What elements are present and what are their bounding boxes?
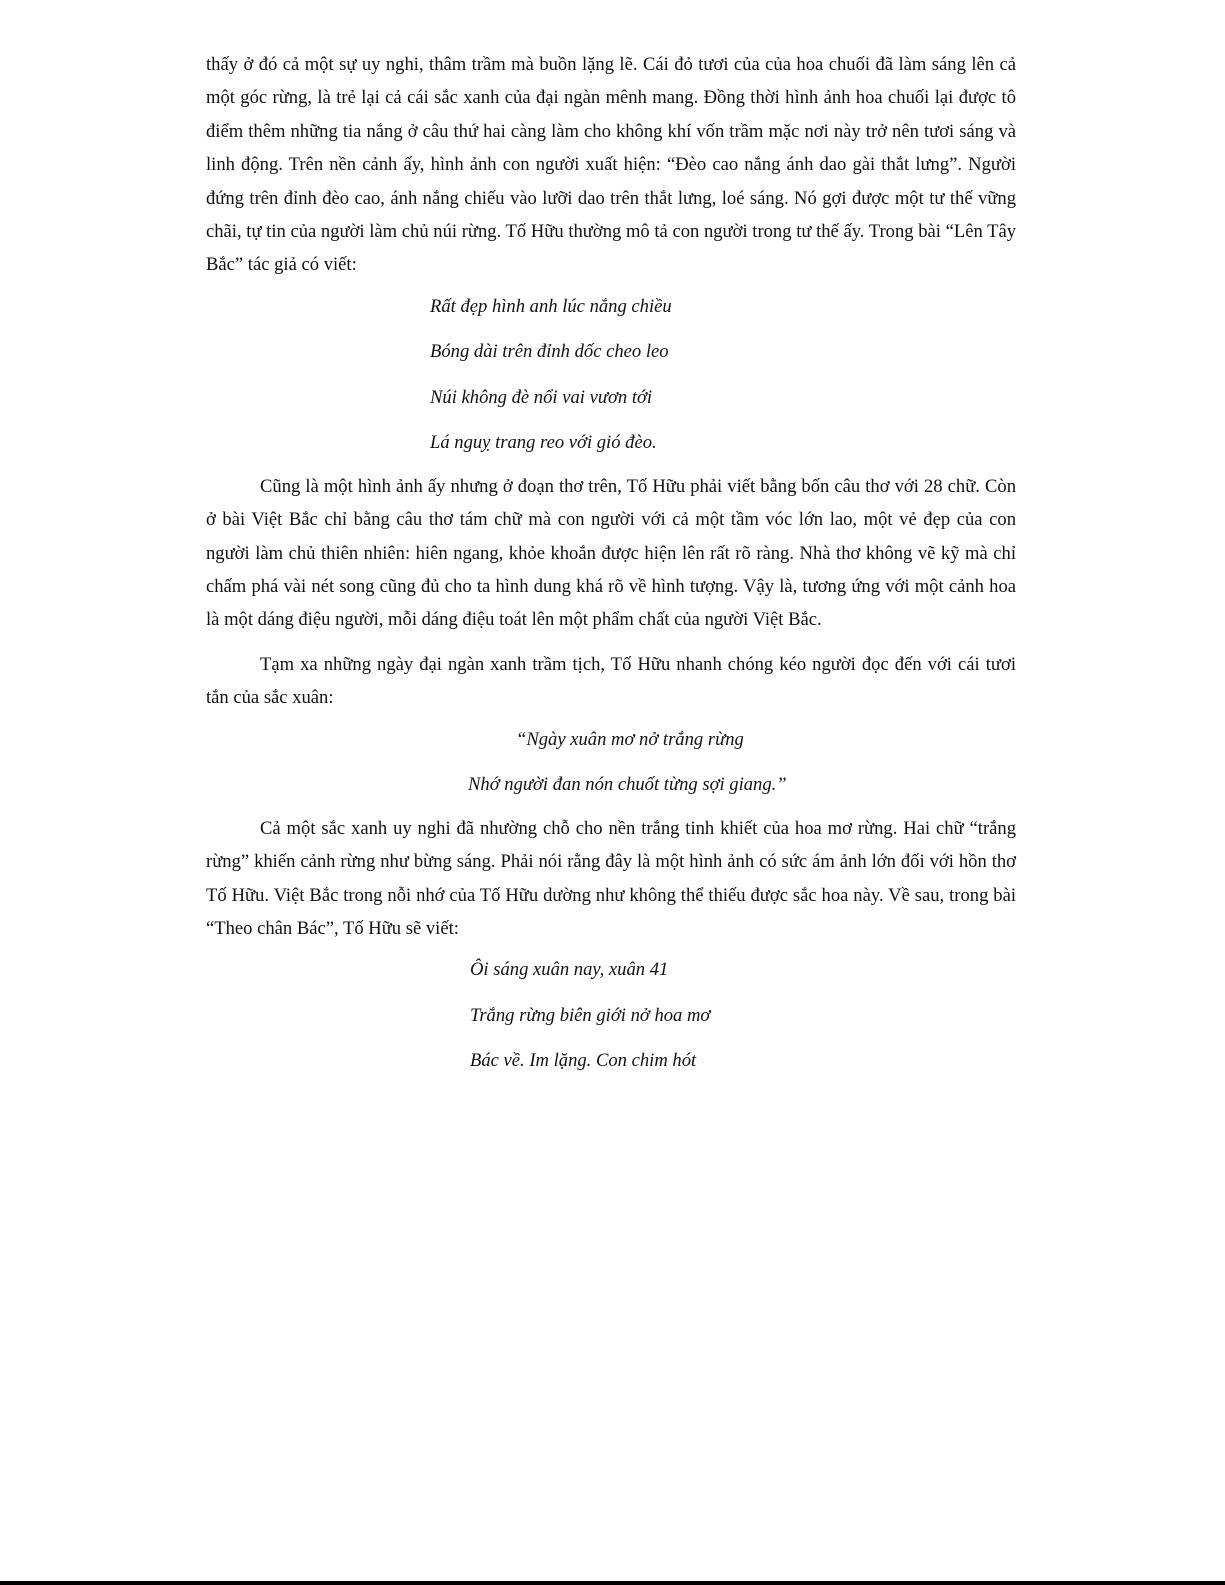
poem-line: Bác về. Im lặng. Con chim hót — [470, 1050, 697, 1072]
paragraph-1: thấy ở đó cả một sự uy nghi, thâm trầm mà buồn lặng lẽ. Cái đỏ tươi của của hoa chuối đã làm sáng lên cả một góc rừng, là trẻ lại cả cái sắc xanh của đại ngàn mênh mang. Đồng thời hình ảnh hoa chuối lại được tô điểm thêm những tia nắng ở câu thứ hai càng làm cho không khí vốn trầm mặc nơi này trở nên tươi sáng và linh động. Trên nền cảnh ấy, hình ảnh con người xuất hiện: “Đèo cao nắng ánh dao gài thắt lưng”. Người đứng trên đỉnh đèo cao, ánh nắng chiếu vào lưỡi dao trên thắt lưng, loé sáng. Nó gợi được một tư thế vững chãi, tự tin của người làm chủ núi rừng. Tố Hữu thường mô tả con người trong tư thế ấy. Trong bài “Lên Tây Bắc” tác giả có viết: — [206, 54, 1016, 276]
poem-viet-bac — [468, 717, 1016, 808]
paragraph-4: Cả một sắc xanh uy nghi đã nhường chỗ cho nền trắng tinh khiết của hoa mơ rừng. Hai chữ “trắng rừng” khiến cảnh rừng như bừng sáng. Phải nói rằng đây là một hình ảnh có sức ám ảnh lớn đối với hồn thơ Tố Hữu. Việt Bắc trong nỗi nhớ của Tố Hữu dường như không thể thiếu được sắc hoa này. Về sau, trong bài “Theo chân Bác”, Tố Hữu sẽ viết: — [206, 817, 1016, 939]
poem-line: Bóng dài trên đỉnh dốc cheo leo — [430, 341, 669, 363]
poem-line: Nhớ người đan nón chuốt từng sợi giang.” — [468, 774, 787, 796]
poem-theo-chan-bac — [470, 947, 1016, 1084]
poem-line: Trắng rừng biên giới nở hoa mơ — [470, 1004, 711, 1026]
paragraph-3: Tạm xa những ngày đại ngàn xanh trầm tịch, Tố Hữu nhanh chóng kéo người đọc đến với cái tươi tắn của sắc xuân: — [206, 653, 1016, 709]
poem-line: “Ngày xuân mơ nở trắng rừng — [516, 728, 744, 750]
document-page — [206, 48, 1016, 1084]
poem-line: Rất đẹp hình anh lúc nắng chiều — [430, 295, 672, 317]
poem-line: Lá nguỵ trang reo với gió đèo. — [430, 432, 657, 454]
page-bottom-edge — [0, 1581, 1225, 1585]
poem-len-tay-bac — [430, 284, 1016, 466]
poem-line: Núi không đè nổi vai vươn tới — [430, 386, 653, 408]
paragraph-2: Cũng là một hình ảnh ấy nhưng ở đoạn thơ trên, Tố Hữu phải viết bằng bốn câu thơ với 28 chữ. Còn ở bài Việt Bắc chỉ bằng câu thơ tám chữ mà con người với cả một tầm vóc lớn lao, một vẻ đẹp của con người làm chủ thiên nhiên: hiên ngang, khỏe khoắn được hiện lên rất rõ ràng. Nhà thơ không vẽ kỹ mà chỉ chấm phá vài nét song cũng đủ cho ta hình dung khá rõ về hình tượng. Vậy là, tương ứng với một cảnh hoa là một dáng điệu người, mỗi dáng điệu toát lên một phẩm chất của người Việt Bắc. — [206, 475, 1016, 631]
poem-line: Ôi sáng xuân nay, xuân 41 — [470, 959, 669, 981]
